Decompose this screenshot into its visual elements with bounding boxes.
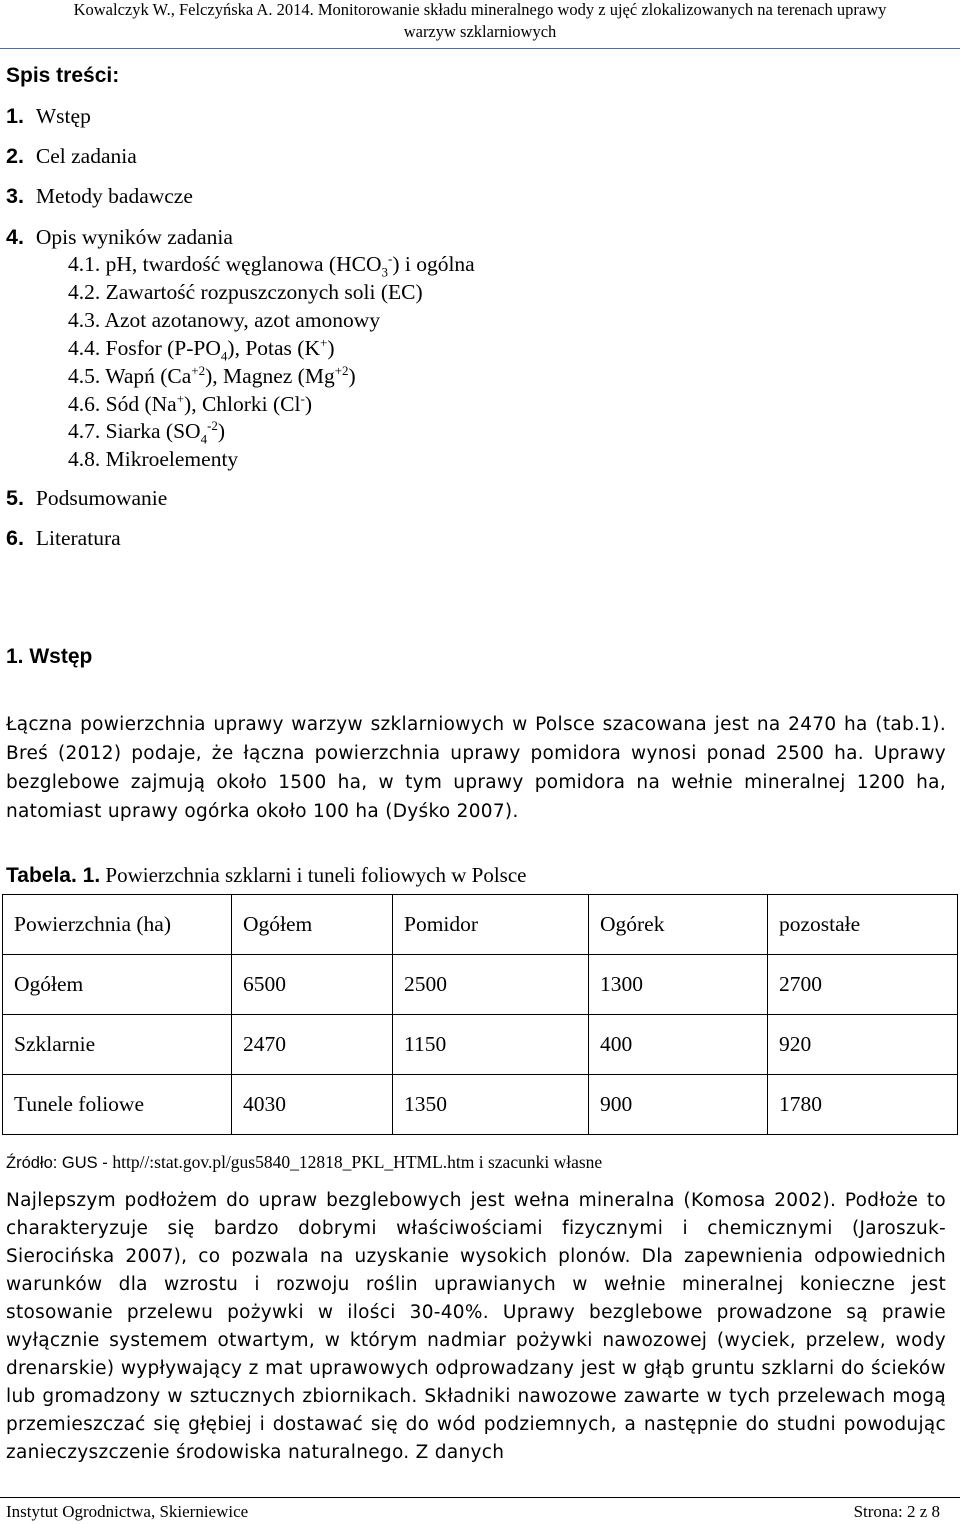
- toc-item-5[interactable]: [6, 485, 167, 511]
- toc-subitem-4-5[interactable]: [68, 363, 356, 389]
- table-header-cell: Ogórek: [589, 895, 768, 955]
- table-header-cell: Powierzchnia (ha): [3, 895, 232, 955]
- table-source-prefix: Źródło: GUS -: [6, 1154, 113, 1172]
- footer-divider: [0, 1497, 960, 1498]
- toc-subitem-number: 4.3.: [68, 308, 101, 332]
- intro-paragraph: Łączna powierzchnia uprawy warzyw szklarniowych w Polsce szacowana jest na 2470 ha (tab.1). Breś (2012) podaje, że łączna powierzchnia uprawy pomidora wynosi ponad 2500 ha. Uprawy bezglebowe zajmują około 1500 ha, w tym uprawy pomidora na wełnie mineralnej 1200 ha, natomiast uprawy ogórka około 100 ha (Dyśko 2007).: [6, 714, 946, 822]
- table-header-cell: Pomidor: [393, 895, 589, 955]
- toc-subitem-4-8[interactable]: [68, 446, 238, 472]
- toc-subitem-number: 4.4.: [68, 336, 101, 360]
- toc-item-label: Wstęp: [35, 104, 91, 128]
- toc-item-6[interactable]: [6, 525, 121, 551]
- table-cell: 6500: [232, 955, 393, 1015]
- toc-subitem-number: 4.7.: [68, 419, 101, 443]
- superscript: +: [176, 390, 185, 406]
- toc-subitem-number: 4.8.: [68, 447, 101, 471]
- toc-subitem-text: Mikroelementy: [105, 447, 239, 471]
- table-cell: 920: [768, 1015, 958, 1075]
- toc-subitem-number: 4.1.: [68, 252, 101, 276]
- table-cell: 2470: [232, 1015, 393, 1075]
- toc-item-2[interactable]: [6, 143, 137, 169]
- table-cell: 1300: [589, 955, 768, 1015]
- subscript: 4: [220, 348, 228, 364]
- toc-subitem-4-6[interactable]: [68, 391, 312, 417]
- toc-subitem-text: ), Chlorki (Cl: [184, 392, 301, 416]
- subscript: 3: [381, 264, 388, 280]
- toc-subitem-number: 4.2.: [68, 280, 101, 304]
- table-source: [6, 1151, 602, 1174]
- superscript: -2: [207, 417, 218, 433]
- running-header-line2: warzyw szklarniowych: [403, 22, 557, 41]
- table-caption-text: Powierzchnia szklarni i tuneli foliowych w Polsce: [100, 863, 527, 887]
- table-header-cell: pozostałe: [768, 895, 958, 955]
- toc-item-label: Cel zadania: [35, 144, 137, 168]
- table-cell: 1350: [393, 1075, 589, 1135]
- toc-item-number: 6.: [6, 526, 24, 550]
- page-number: Strona: 2 z 8: [853, 1502, 940, 1521]
- toc-subitem-text: pH, twardość węglanowa (HCO: [105, 252, 382, 276]
- toc-subitem-text: Sód (Na: [105, 392, 177, 416]
- superscript: -: [387, 250, 393, 266]
- table-cell: 1150: [393, 1015, 589, 1075]
- table-cell: 900: [589, 1075, 768, 1135]
- toc-subitem-text: ): [217, 419, 226, 443]
- toc-item-label: Opis wyników zadania: [35, 225, 233, 249]
- superscript: +2: [191, 362, 206, 378]
- toc-item-label: Literatura: [35, 526, 121, 550]
- toc-subitem-4-3[interactable]: [68, 307, 380, 333]
- table-cell: 1780: [768, 1075, 958, 1135]
- toc-subitem-text: ): [327, 336, 335, 360]
- table-header-row: [3, 895, 958, 955]
- toc-subitem-text: Siarka (SO: [105, 419, 201, 443]
- toc-item-4[interactable]: [6, 224, 233, 250]
- table-caption-label: Tabela. 1.: [6, 864, 101, 887]
- toc-subitem-4-4[interactable]: [68, 334, 335, 364]
- table-cell: Ogółem: [3, 955, 232, 1015]
- table-cell: 4030: [232, 1075, 393, 1135]
- table-cell: Szklarnie: [3, 1015, 232, 1075]
- table-header-cell: Ogółem: [232, 895, 393, 955]
- table-row: [3, 1015, 958, 1075]
- toc-item-number: 5.: [6, 486, 24, 510]
- subscript: 4: [200, 431, 208, 447]
- header-divider: [0, 48, 960, 49]
- table-row: [3, 1075, 958, 1135]
- toc-subitem-text: ): [348, 364, 356, 388]
- body-paragraph: Najlepszym podłożem do upraw bezglebowych jest wełna mineralna (Komosa 2002). Podłoże to charakteryzuje się bardzo dobrymi właściwościami fizycznymi i chemicznymi (Jaroszuk-Sierocińska 2007), co pozwala na uzyskanie wysokich plonów. Dla zapewnienia odpowiednich warunków dla wzrostu i rozwoju roślin uprawianych w wełnie mineralnej konieczne jest stosowanie przelewu pożywki w ilości 30-40%. Uprawy bezglebowe prowadzone są prawie wyłącznie systemem otwartym, w którym nadmiar pożywki nawozowej (wyciek, przelew, wody drenarskie) wypływający z mat uprawowych odprowadzany jest w głąb gruntu szklarni do ścieków lub gromadzony w sztucznych zbiornikach. Składniki nawozowe zawarte w tych przelewach mogą przemieszczać się głębiej i dostawać się do wód podziemnych, a następnie do studni powodując zanieczyszczenie środowiska naturalnego. Z danych: [6, 1190, 946, 1463]
- toc-subitem-4-1[interactable]: [68, 250, 475, 280]
- toc-subitem-text: ), Magnez (Mg: [205, 364, 335, 388]
- table-row: [3, 955, 958, 1015]
- toc-title: Spis treści:: [6, 64, 120, 87]
- section-title-wstep: 1. Wstęp: [6, 645, 93, 668]
- toc-subitem-text: ), Potas (K: [227, 336, 320, 360]
- toc-subitem-4-2[interactable]: [68, 279, 423, 305]
- superscript: -: [300, 390, 305, 406]
- running-header-line1: Kowalczyk W., Felczyńska A. 2014. Monitorowanie składu mineralnego wody z ujęć zlokalizowanych na terenach uprawy: [73, 0, 887, 19]
- footer-institution: Instytut Ogrodnictwa, Skierniewice: [6, 1502, 249, 1521]
- toc-item-label: Metody badawcze: [35, 184, 193, 208]
- toc-item-number: 1.: [6, 104, 24, 128]
- toc-subitem-text: Azot azotanowy, azot amonowy: [104, 308, 381, 332]
- toc-subitem-4-7[interactable]: [68, 417, 226, 447]
- toc-item-1[interactable]: [6, 103, 91, 129]
- toc-item-number: 2.: [6, 144, 24, 168]
- table-cell: 2500: [393, 955, 589, 1015]
- toc-subitem-text: ): [304, 392, 313, 416]
- toc-subitem-text: ) i ogólna: [392, 252, 475, 276]
- area-table: [2, 894, 958, 1135]
- table-caption: [6, 862, 526, 889]
- table-source-link[interactable]: http//:stat.gov.pl/gus5840_12818_PKL_HTML.htm i szacunki własne: [112, 1152, 603, 1172]
- superscript: +2: [334, 362, 349, 378]
- toc-subitem-number: 4.6.: [68, 392, 101, 416]
- table-cell: 2700: [768, 955, 958, 1015]
- toc-item-label: Podsumowanie: [35, 486, 168, 510]
- toc-subitem-number: 4.5.: [68, 364, 101, 388]
- toc-subitem-text: Fosfor (P-PO: [105, 336, 221, 360]
- toc-subitem-text: Wapń (Ca: [105, 364, 192, 388]
- toc-item-number: 3.: [6, 184, 24, 208]
- toc-item-3[interactable]: [6, 183, 193, 209]
- table-cell: Tunele foliowe: [3, 1075, 232, 1135]
- table-cell: 400: [589, 1015, 768, 1075]
- toc-item-number: 4.: [6, 225, 24, 249]
- superscript: +: [319, 334, 328, 350]
- toc-subitem-text: Zawartość rozpuszczonych soli (EC): [105, 280, 423, 304]
